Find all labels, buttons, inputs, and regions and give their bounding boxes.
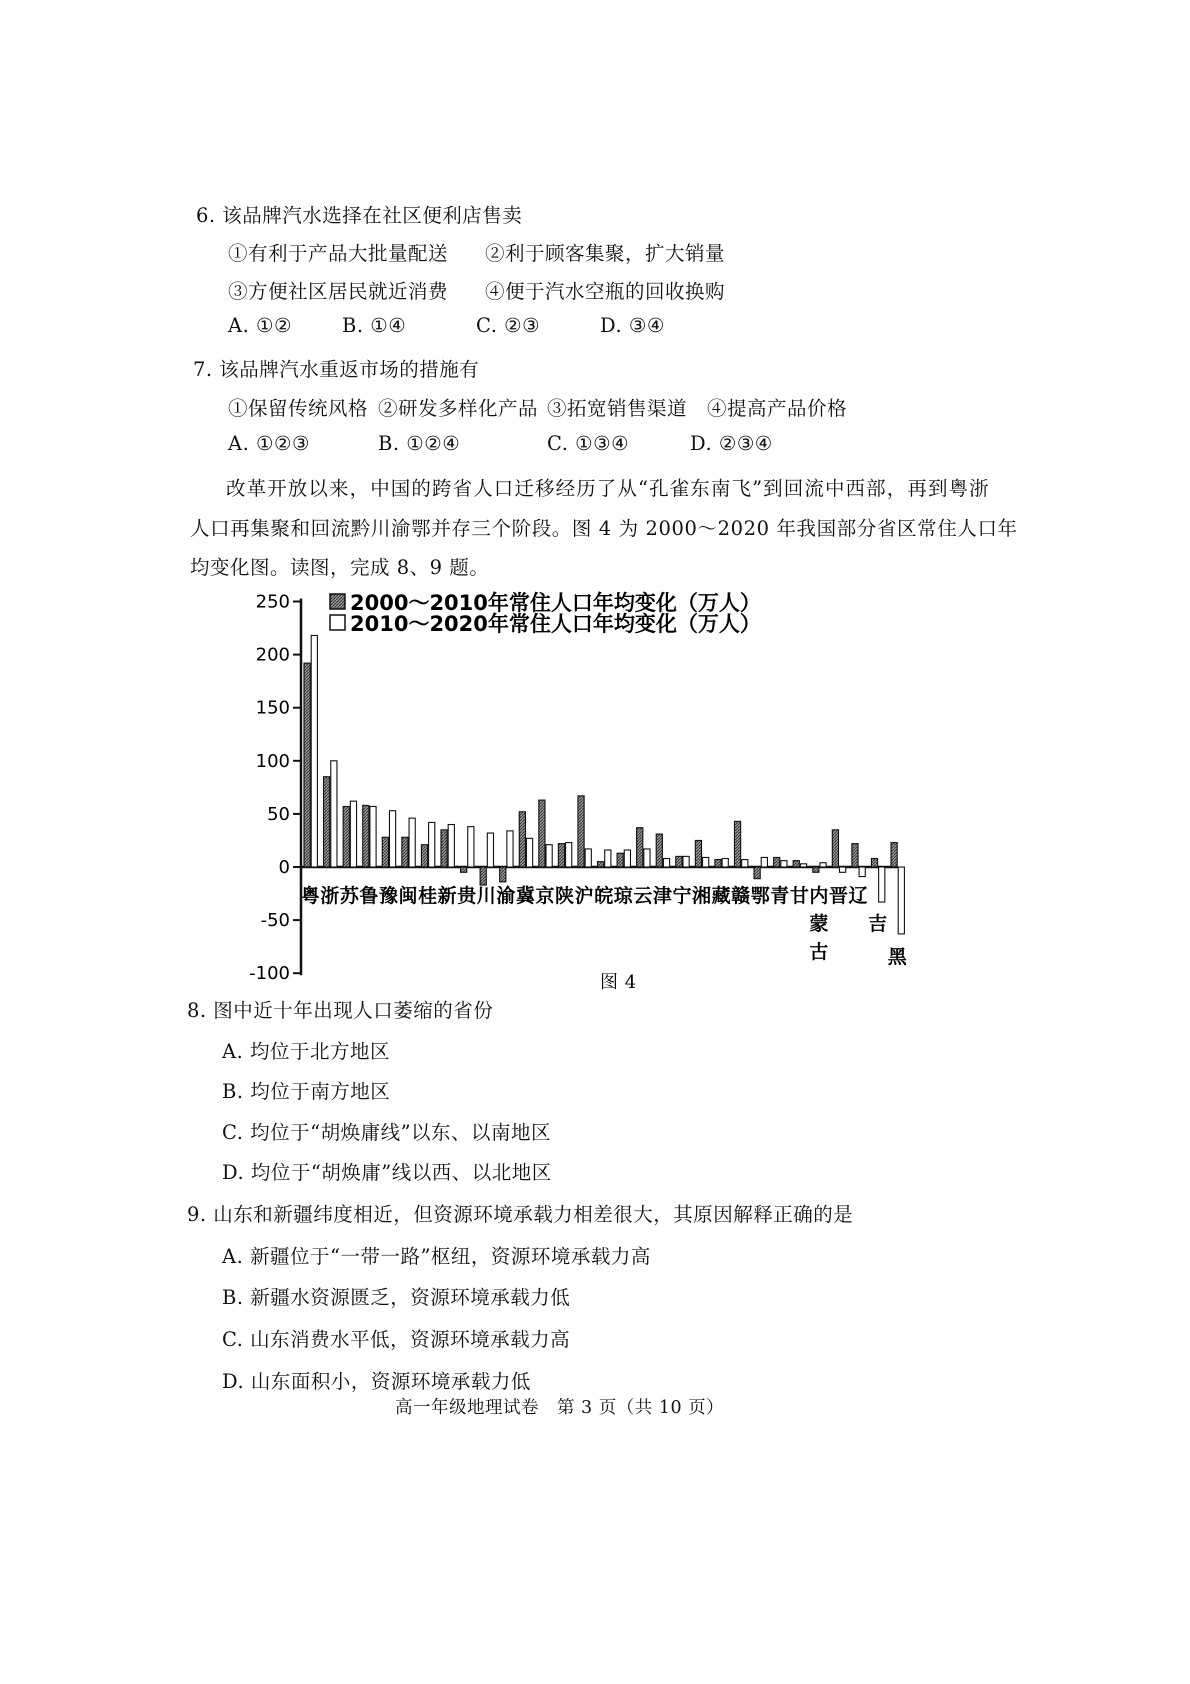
bar-2010-2020 xyxy=(468,827,474,867)
bar-2000-2010 xyxy=(871,859,877,867)
question-6-choice-b: B. ①④ xyxy=(342,314,407,337)
bar-2000-2010 xyxy=(891,843,897,867)
question-8-stem: 8. 图中近十年出现人口萎缩的省份 xyxy=(187,999,494,1022)
intro-line-3: 均变化图。读图，完成 8、9 题。 xyxy=(190,556,490,579)
figure-caption: 图 4 xyxy=(600,972,637,993)
x-axis-labels xyxy=(301,884,908,968)
x-category-label: 甘 xyxy=(789,885,809,907)
bar-2010-2020 xyxy=(703,857,709,867)
question-6-choice-d: D. ③④ xyxy=(600,314,665,337)
question-7-choice-d: D. ②③④ xyxy=(690,432,773,455)
legend-label-2000-2010: 2000～2010年常住人口年均变化（万人） xyxy=(350,591,761,615)
x-category-label: 渝 xyxy=(496,885,516,907)
question-8-choice-d: D. 均位于“胡焕庸”线以西、以北地区 xyxy=(222,1161,552,1184)
bar-2000-2010 xyxy=(363,805,369,867)
bar-2000-2010 xyxy=(421,845,427,867)
question-7-choice-a: A. ①②③ xyxy=(228,432,310,455)
x-category-label: 冀 xyxy=(515,885,535,907)
bar-2010-2020 xyxy=(898,867,904,934)
question-9-choice-a: A. 新疆位于“一带一路”枢纽，资源环境承载力高 xyxy=(222,1245,651,1268)
x-category-label: 川 xyxy=(476,885,496,907)
legend-swatch-2010-2020 xyxy=(330,615,345,630)
question-6-option-3: ③方便社区居民就近消费 xyxy=(228,280,449,303)
bar-2000-2010 xyxy=(734,821,740,867)
bar-2010-2020 xyxy=(742,860,748,867)
bar-2000-2010 xyxy=(695,840,701,867)
x-category-label: 宁 xyxy=(672,885,692,907)
x-category-label: 琼 xyxy=(613,885,633,907)
x-category-label: 晋 xyxy=(828,885,849,907)
bar-2010-2020 xyxy=(663,859,669,867)
bar-2010-2020 xyxy=(859,867,865,877)
x-category-label: 桂 xyxy=(418,885,438,907)
x-category-label: 苏 xyxy=(339,885,359,907)
x-category-label: 吉 xyxy=(868,913,888,935)
x-category-label: 浙 xyxy=(320,885,340,907)
bar-2010-2020 xyxy=(683,856,689,867)
bar-2010-2020 xyxy=(487,833,493,867)
y-tick-label: 50 xyxy=(267,803,290,825)
bar-2000-2010 xyxy=(558,844,564,867)
y-tick-label: 0 xyxy=(278,857,290,878)
bar-2000-2010 xyxy=(500,867,506,882)
y-axis xyxy=(249,592,898,985)
bar-2010-2020 xyxy=(644,849,650,867)
x-category-label: 京 xyxy=(535,885,555,907)
bar-2000-2010 xyxy=(578,796,584,867)
bar-2010-2020 xyxy=(546,845,552,867)
bar-2010-2020 xyxy=(507,831,513,867)
bar-2000-2010 xyxy=(617,853,623,867)
question-6-option-4: ④便于汽水空瓶的回收换购 xyxy=(485,280,726,303)
question-7-option-4: ④提高产品价格 xyxy=(707,397,848,420)
question-6-option-2: ②利于顾客集聚，扩大销量 xyxy=(485,242,726,265)
legend-swatch-2000-2010 xyxy=(330,594,345,609)
bar-2000-2010 xyxy=(382,837,388,867)
bar-2010-2020 xyxy=(429,822,435,867)
x-category-label: 藏 xyxy=(711,885,731,907)
bar-2000-2010 xyxy=(304,663,310,867)
bar-2010-2020 xyxy=(800,864,806,867)
question-7-option-1: ①保留传统风格 xyxy=(228,397,369,420)
x-category-label: 贵 xyxy=(457,885,477,907)
x-category-label: 赣 xyxy=(731,885,751,907)
question-6-choice-a: A. ①② xyxy=(228,314,292,337)
bar-2010-2020 xyxy=(370,806,376,867)
question-8-choice-b: B. 均位于南方地区 xyxy=(222,1080,391,1103)
question-9-choice-d: D. 山东面积小，资源环境承载力低 xyxy=(222,1370,531,1393)
bar-2000-2010 xyxy=(774,857,780,867)
bar-2010-2020 xyxy=(350,801,356,867)
bar-2010-2020 xyxy=(840,867,846,872)
bar-2000-2010 xyxy=(715,860,721,867)
bar-2000-2010 xyxy=(656,834,662,867)
question-9-stem: 9. 山东和新疆纬度相近，但资源环境承载力相差很大，其原因解释正确的是 xyxy=(187,1203,854,1226)
bar-2010-2020 xyxy=(624,850,630,867)
bar-2010-2020 xyxy=(781,861,787,867)
x-category-label: 陕 xyxy=(555,885,575,907)
bar-2000-2010 xyxy=(676,856,682,867)
bar-2000-2010 xyxy=(832,830,838,867)
bar-2000-2010 xyxy=(637,828,643,867)
bar-2010-2020 xyxy=(605,850,611,867)
question-7-option-3: ③拓宽销售渠道 xyxy=(547,397,688,420)
question-7-choice-b: B. ①②④ xyxy=(378,432,461,455)
question-7-option-2: ②研发多样化产品 xyxy=(378,397,539,420)
bar-2000-2010 xyxy=(324,777,330,867)
question-8-choice-c: C. 均位于“胡焕庸线”以东、以南地区 xyxy=(222,1121,552,1144)
bar-2000-2010 xyxy=(852,844,858,867)
intro-line-1: 改革开放以来，中国的跨省人口迁移经历了从“孔雀东南飞”到回流中西部，再到粤浙 xyxy=(226,477,990,500)
bar-2000-2010 xyxy=(343,806,349,867)
bar-2010-2020 xyxy=(879,867,885,902)
x-category-label: 津 xyxy=(652,885,672,907)
x-category-label: 粤 xyxy=(300,885,320,907)
x-category-label-extra: 古 xyxy=(809,941,829,963)
x-category-label: 皖 xyxy=(594,885,614,907)
bar-2010-2020 xyxy=(526,838,532,867)
bar-2010-2020 xyxy=(311,635,317,867)
question-6-choice-c: C. ②③ xyxy=(476,314,541,337)
bar-2010-2020 xyxy=(389,811,395,867)
x-category-label: 新 xyxy=(437,885,457,907)
bar-2000-2010 xyxy=(441,830,447,867)
question-8-choice-a: A. 均位于北方地区 xyxy=(222,1040,390,1063)
x-category-label: 沪 xyxy=(574,885,594,907)
bar-2010-2020 xyxy=(409,818,415,867)
y-tick-label: 150 xyxy=(255,697,290,719)
bar-2000-2010 xyxy=(793,861,799,867)
bar-2010-2020 xyxy=(820,863,826,867)
y-tick-label: 100 xyxy=(255,750,290,772)
x-category-label-extra: 蒙 xyxy=(809,913,829,935)
bar-2000-2010 xyxy=(754,867,760,879)
question-6-stem: 6. 该品牌汽水选择在社区便利店售卖 xyxy=(196,204,523,227)
bar-2000-2010 xyxy=(598,862,604,867)
page-footer: 高一年级地理试卷 第 3 页（共 10 页） xyxy=(395,1398,725,1418)
y-tick-label: 200 xyxy=(255,644,290,666)
intro-line-2: 人口再集聚和回流黔川渝鄂并存三个阶段。图 4 为 2000～2020 年我国部分省区常住人口年 xyxy=(190,517,1018,540)
bar-2010-2020 xyxy=(566,843,572,867)
bar-2000-2010 xyxy=(813,867,819,872)
x-category-label: 鄂 xyxy=(750,885,770,907)
bar-2010-2020 xyxy=(448,825,454,867)
legend-label-2010-2020: 2010～2020年常住人口年均变化（万人） xyxy=(350,612,761,636)
x-category-label: 黑 xyxy=(887,946,907,968)
chart-legend xyxy=(330,591,761,636)
bar-2000-2010 xyxy=(402,837,408,867)
question-9-choice-b: B. 新疆水资源匮乏，资源环境承载力低 xyxy=(222,1286,571,1309)
bar-2000-2010 xyxy=(461,867,467,872)
question-6-option-1: ①有利于产品大批量配送 xyxy=(228,242,449,265)
x-category-label: 内 xyxy=(809,885,829,907)
x-category-label: 豫 xyxy=(378,885,398,907)
y-tick-label: 250 xyxy=(255,591,290,613)
x-category-label: 鲁 xyxy=(359,885,379,907)
x-category-label: 云 xyxy=(633,885,653,907)
y-tick-label: -50 xyxy=(260,910,290,932)
x-category-label: 湘 xyxy=(692,885,712,907)
question-7-stem: 7. 该品牌汽水重返市场的措施有 xyxy=(193,358,480,381)
bar-2000-2010 xyxy=(539,800,545,867)
bar-2010-2020 xyxy=(722,859,728,867)
x-category-label: 青 xyxy=(770,885,790,907)
bar-2000-2010 xyxy=(519,812,525,867)
question-9-choice-c: C. 山东消费水平低，资源环境承载力高 xyxy=(222,1328,571,1351)
bar-2010-2020 xyxy=(761,857,767,867)
x-category-label: 闽 xyxy=(398,885,418,907)
bar-2010-2020 xyxy=(331,761,337,867)
bar-2000-2010 xyxy=(480,867,486,885)
x-category-label: 辽 xyxy=(848,885,868,907)
question-7-choice-c: C. ①③④ xyxy=(547,432,630,455)
bar-2010-2020 xyxy=(585,849,591,867)
y-tick-label: -100 xyxy=(249,963,290,985)
